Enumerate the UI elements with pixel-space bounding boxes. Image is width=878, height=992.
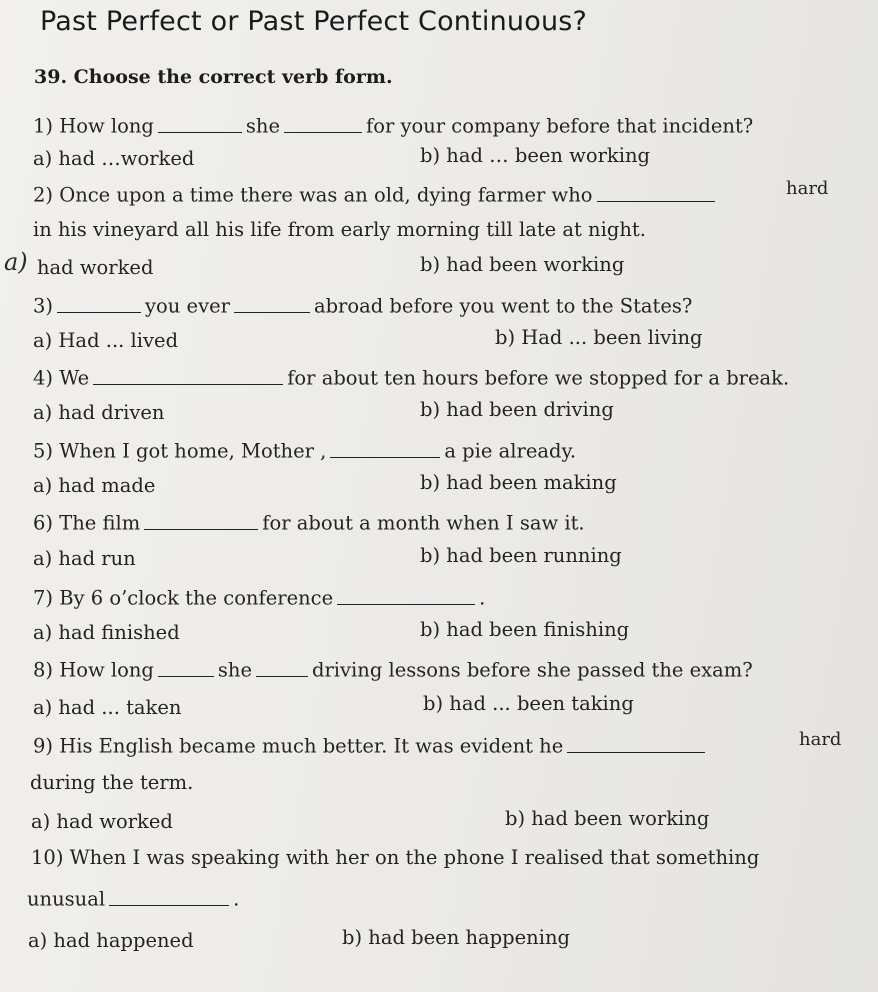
question-text: unusual [27, 887, 106, 911]
answer-blank [57, 292, 141, 313]
question-9 [33, 732, 709, 758]
question-text: you ever [145, 294, 230, 318]
handwritten-mark: a) [4, 248, 28, 276]
page-title: Past Perfect or Past Perfect Continuous? [40, 6, 588, 37]
option-b: b) Had ... been living [495, 326, 703, 349]
question-text: during the term. [30, 771, 194, 794]
question-1 [33, 112, 753, 138]
question-text: in his vineyard all his life from early morning till late at night. [33, 218, 646, 241]
option-a: a) had made [33, 474, 156, 497]
option-a: a) had run [33, 547, 136, 570]
question-5 [33, 437, 576, 463]
question-text [27, 885, 239, 911]
question-text: for your company before that incident? [365, 114, 754, 138]
question-text: hard [786, 178, 829, 199]
question-text: 3) [33, 294, 54, 318]
question-text: 8) How long [33, 658, 154, 682]
option-a: a) had happened [28, 929, 194, 952]
question-text: driving lessons before she passed the exam? [311, 658, 753, 682]
option-b: b) had been making [420, 471, 617, 494]
option-b: b) had … been working [420, 144, 651, 167]
question-text: a pie already. [444, 439, 577, 463]
answer-blank [234, 292, 310, 313]
question-4 [33, 364, 789, 390]
option-a: had worked [37, 256, 154, 279]
option-a: a) had worked [31, 810, 173, 833]
option-b: b) had been driving [420, 398, 614, 421]
answer-blank [158, 112, 242, 133]
option-b: b) had been finishing [420, 618, 630, 641]
answer-blank [93, 364, 283, 385]
option-b: b) had been happening [342, 926, 571, 949]
question-text: 6) The film [33, 511, 141, 535]
question-text: she [217, 658, 252, 682]
answer-blank [597, 181, 715, 202]
question-text: 9) His English became much better. It was evident he [33, 734, 564, 758]
option-b: b) had been running [420, 544, 622, 567]
question-text: she [245, 114, 280, 138]
answer-blank [144, 509, 258, 530]
question-6 [33, 509, 585, 535]
question-text: hard [799, 729, 842, 750]
answer-blank [284, 112, 362, 133]
option-a: a) had …worked [33, 147, 195, 170]
question-text: abroad before you went to the States? [313, 294, 693, 318]
option-a: a) had driven [33, 401, 165, 424]
question-10 [31, 846, 759, 869]
answer-blank [256, 656, 308, 677]
option-a: a) had finished [33, 621, 180, 644]
exercise-heading: 39. Choose the correct verb form. [34, 66, 393, 88]
answer-blank [330, 437, 440, 458]
question-text: 7) By 6 o’clock the conference [33, 586, 334, 610]
answer-blank [158, 656, 214, 677]
question-text: for about ten hours before we stopped for a break. [287, 366, 790, 390]
option-b: b) had been working [420, 253, 625, 276]
answer-blank [567, 732, 705, 753]
question-text: 4) We [33, 366, 90, 390]
question-text: . [233, 887, 240, 911]
answer-blank [337, 584, 475, 605]
option-a: a) Had ... lived [33, 329, 179, 352]
answer-blank [109, 885, 229, 906]
question-text: 2) Once upon a time there was an old, dying farmer who [33, 183, 593, 207]
question-3 [33, 292, 692, 318]
option-b: b) had ... been taking [423, 692, 634, 715]
option-a: a) had ... taken [33, 696, 182, 719]
question-text: for about a month when I saw it. [262, 511, 585, 535]
question-2 [33, 181, 719, 207]
question-text: 5) When I got home, Mother , [33, 439, 327, 463]
question-text: 1) How long [33, 114, 154, 138]
option-b: b) had been working [505, 807, 710, 830]
question-text: 10) When I was speaking with her on the phone I realised that something [31, 846, 760, 869]
question-7 [33, 584, 485, 610]
question-text: . [479, 586, 486, 610]
question-8 [33, 656, 753, 682]
